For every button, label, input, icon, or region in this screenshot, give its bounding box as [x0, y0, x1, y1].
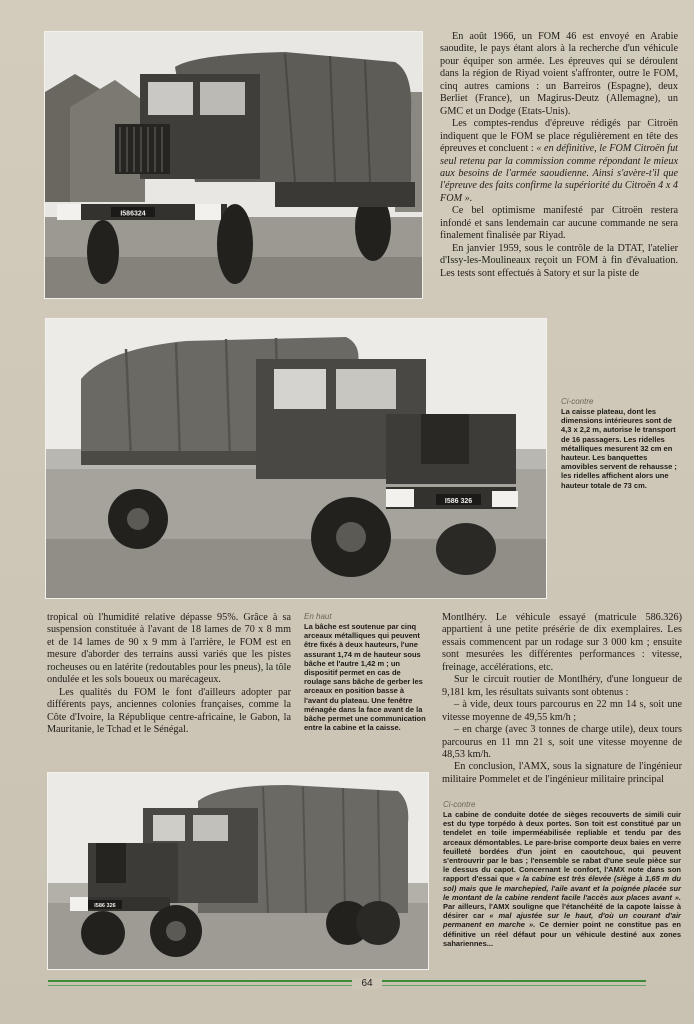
text-column-mid-left: [47, 612, 291, 737]
truck-photo-2: [46, 319, 546, 598]
caption-body: La bâche est soutenue par cinq arceaux métalliques qui peuvent être fixés à deux hauteurs, l'une assurant 1,74 m de hauteur sous bâche et l'autre 1,42 m ; un dispositif permet en cas de roulage sans bâche de gerber les arceaux en position basse à l'avant du plateau. Une fenêtre ménagée dans la face avant de la bâche permet une communication entre la cabine et la caisse.: [304, 622, 426, 733]
plate-photo-1: I586324: [120, 210, 146, 218]
paragraph: – en charge (avec 3 tonnes de charge utile), deux tours parcourus en 11 mn 21 s, soit une vitesse moyenne de 48,53 km/h.: [442, 724, 682, 760]
caption-middle: [561, 397, 679, 490]
footer-rule-top: [48, 980, 646, 982]
paragraph: Les comptes-rendus d'épreuve rédigés par Citroën indiquent que le FOM se place régulièrement en tête des épreuves et concluent : « en définitive, le FOM Citroën fut seul retenu par la commission comme répondant le mieux aux besoins de l'armée saoudienne. Ainsi s'avère-t'il que l'épreuve des faits confirme la supériorité du Citroën 4 x 4 FOM ».: [440, 118, 678, 204]
paragraph: En conclusion, l'AMX, sous la signature de l'ingénieur militaire Pommelet et de l'ingénieur militaire principal: [442, 761, 682, 785]
caption-tag: Ci-contre: [561, 397, 594, 406]
paragraph: – à vide, deux tours parcourus en 22 mn 14 s, soit une vitesse moyenne de 49,55 km/h ;: [442, 699, 682, 723]
paragraph: Ce bel optimisme manifesté par Citroën restera infondé et sans lendemain car aucune commande ne sera finalement finalisée par Riyad.: [440, 205, 678, 242]
photo-truck-three-quarter: [47, 772, 429, 970]
text-column-mid-right: [442, 612, 682, 786]
footer-rule-bottom: [48, 985, 646, 986]
paragraph: Sur le circuit routier de Montlhéry, d'une longueur de 9,181 km, les résultats suivants sont obtenus :: [442, 674, 682, 698]
truck-photo-1: [45, 32, 422, 298]
truck-photo-3: [48, 773, 428, 969]
plate-photo-2: I586 326: [444, 498, 473, 505]
caption-tag: En haut: [304, 612, 332, 621]
caption-body: La cabine de conduite dotée de sièges recouverts de simili cuir est du type torpédo à deux portes. Son toit est constitué par un tendelet en toile imperméabilisée repliable et tendu par des arceaux démontables. Le pare-brise comporte deux baies en verre feuilleté bordées d'un joint en caoutchouc, qui peuvent s'entrouvrir par le bas ; l'ensemble se rabat d'une seule pièce sur le dessus du capot. Concernant le confort, l'AMX note dans son rapport d'essai que « la cabine est très élevée (siège à 1,65 m du sol) mais que le marchepied, l'aile avant et la poignée placée sur le montant de la cabine rendent facile l'accès aux places avant ». Par ailleurs, l'AMX souligne que l'étanchéité de la capote laisse à désirer car « mal ajustée sur le haut, d'où un courant d'air permanent en marche ». Ce dernier point ne constitue pas en définitive un réel défaut pour un véhicule destiné aux zones sahariennes...: [443, 810, 681, 948]
photo-truck-front: [44, 31, 423, 299]
caption-body: La caisse plateau, dont les dimensions intérieures sont de 4,3 x 2,2 m, autorise le transport de 16 passagers. Les ridelles métalliques mesurent 32 cm en hauteur. Les banquettes amovibles servent de rehausse ; les ridelles affichent alors une hauteur totale de 73 cm.: [561, 407, 677, 490]
paragraph: Montlhéry. Le véhicule essayé (matricule 586.326) appartient à une petite présérie de dix exemplaires. Les essais commencent par un rodage sur 3 000 km ; ensuite sont mesurées les différentes performances : vitesse, freinage, accélérations, etc.: [442, 612, 682, 673]
photo-truck-side: [45, 318, 547, 599]
caption-tag: Ci-contre: [443, 800, 476, 809]
text-column-top-right: [440, 31, 678, 280]
page-number: 64: [352, 978, 382, 989]
paragraph: En janvier 1959, sous le contrôle de la DTAT, l'atelier d'Issy-les-Moulineaux reçoit un FOM à fin d'évaluation. Les tests sont effectués à Satory et sur la piste de: [440, 242, 678, 279]
caption-center: [304, 612, 428, 732]
paragraph: tropical où l'humidité relative dépasse 95%. Grâce à sa suspension constituée à l'avant de 18 lames de 70 x 8 mm et de 14 lames de 90 x 9 mm à l'arrière, le FOM est en mesure d'aborder des terrains aussi variés que les pistes rocheuses ou en latérite (redoutables pour les pneus), la tôle ondulée et les sols boueux ou marécageux.: [47, 612, 291, 686]
paragraph: Les qualités du FOM le font d'ailleurs adopter par différents pays, anciennes colonies françaises, comme la Côte d'Ivoire, la République centre-africaine, le Gabon, la Mauritanie, le Tchad et le Sénégal.: [47, 686, 291, 736]
plate-photo-3: I586 326: [94, 903, 116, 909]
paragraph: En août 1966, un FOM 46 est envoyé en Arabie saoudite, le pays étant alors à la recherche d'un véhicule pour équiper son armée. Les épreuves qui se déroulent dans la région de Riyad voient s'affronter, outre le FOM, cinq autres camions : un Barreiros (Espagne), deux Berliet (France), un Magirus-Deutz (Allemagne), un GMC et un Dodge (Etats-Unis).: [440, 31, 678, 117]
quote-citroen: « en définitive, le FOM Citroën fut seul retenu par la commission comme répondant le mieux aux besoins de l'armée saoudienne. Ainsi s'avère-t'il que l'épreuve des faits confirme la supériorité du Citroën 4 x 4 FOM ».: [440, 143, 678, 204]
caption-bottom: [443, 800, 681, 948]
